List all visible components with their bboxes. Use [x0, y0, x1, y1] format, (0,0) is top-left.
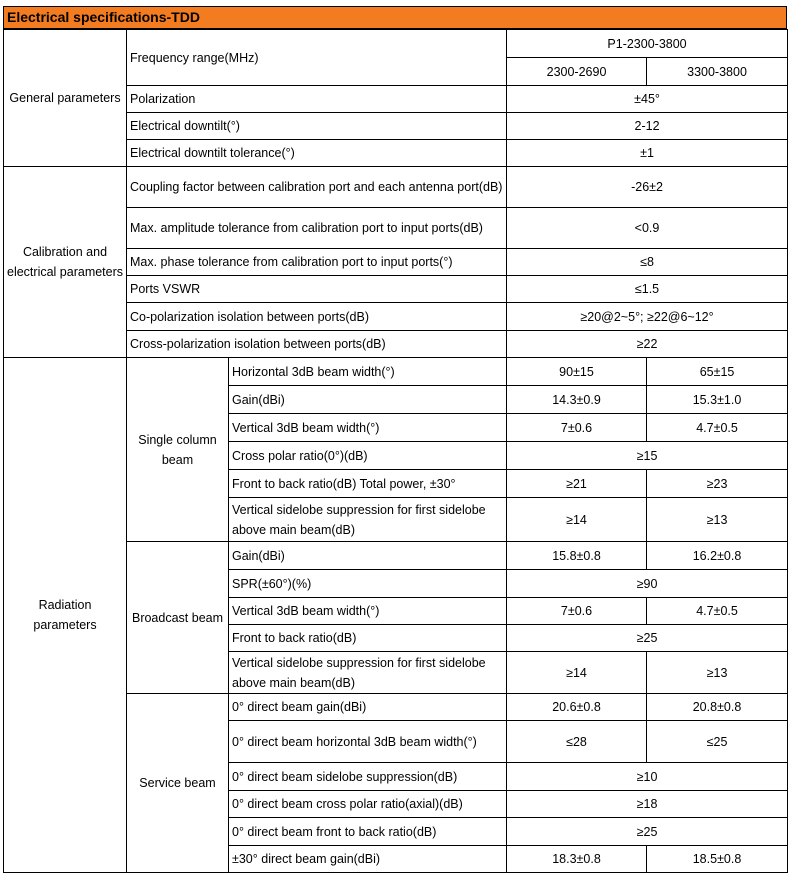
value-cell: 15.3±1.0 [647, 386, 788, 414]
value-cell: ≥14 [507, 652, 647, 694]
value-cell: 18.3±0.8 [507, 846, 647, 873]
param-cell: 0° direct beam sidelobe suppression(dB) [229, 763, 507, 791]
param-cell: Ports VSWR [127, 276, 507, 303]
spec-table [3, 29, 788, 873]
value-cell: 4.7±0.5 [647, 414, 788, 442]
param-cell: Vertical 3dB beam width(°) [229, 598, 507, 625]
value-cell: 14.3±0.9 [507, 386, 647, 414]
value-cell: ≥13 [647, 498, 788, 542]
band-header-1: 2300-2690 [507, 58, 647, 86]
value-cell: ≥90 [507, 570, 788, 598]
param-cell: Electrical downtilt tolerance(°) [127, 140, 507, 167]
subgroup-label-broadcast: Broadcast beam [127, 542, 229, 694]
param-cell: Electrical downtilt(°) [127, 113, 507, 140]
param-cell: ±30° direct beam gain(dBi) [229, 846, 507, 873]
value-cell: ≤1.5 [507, 276, 788, 303]
value-cell: 15.8±0.8 [507, 542, 647, 570]
param-cell: Max. phase tolerance from calibration port to input ports(°) [127, 249, 507, 276]
spec-sheet [3, 6, 787, 873]
group-label-radiation: Radiation parameters [4, 358, 127, 873]
value-cell: ≤8 [507, 249, 788, 276]
value-cell: ≥20@2~5°; ≥22@6~12° [507, 303, 788, 331]
value-cell: ≥23 [647, 470, 788, 498]
value-cell: 16.2±0.8 [647, 542, 788, 570]
group-label-general: General parameters [4, 30, 127, 167]
value-cell: ≤25 [647, 721, 788, 763]
param-cell: Frequency range(MHz) [127, 30, 507, 86]
subgroup-label-service: Service beam [127, 694, 229, 873]
value-cell: 7±0.6 [507, 598, 647, 625]
value-cell: ±1 [507, 140, 788, 167]
value-cell: ≥21 [507, 470, 647, 498]
param-cell: Vertical sidelobe suppression for first sidelobe above main beam(dB) [229, 498, 507, 542]
param-cell: Cross-polarization isolation between ports(dB) [127, 331, 507, 358]
param-cell: Horizontal 3dB beam width(°) [229, 358, 507, 386]
param-cell: 0° direct beam front to back ratio(dB) [229, 818, 507, 846]
param-cell: Polarization [127, 86, 507, 113]
param-cell: 0° direct beam cross polar ratio(axial)(dB) [229, 791, 507, 818]
table-row [4, 167, 788, 208]
value-cell: -26±2 [507, 167, 788, 208]
value-cell: ≥10 [507, 763, 788, 791]
section-title: Electrical specifications-TDD [3, 6, 787, 29]
value-cell: <0.9 [507, 208, 788, 249]
value-cell: 65±15 [647, 358, 788, 386]
value-cell: 2-12 [507, 113, 788, 140]
value-cell: 18.5±0.8 [647, 846, 788, 873]
param-cell: Vertical sidelobe suppression for first sidelobe above main beam(dB) [229, 652, 507, 694]
value-cell: ≤28 [507, 721, 647, 763]
band-header-2: 3300-3800 [647, 58, 788, 86]
param-cell: 0° direct beam gain(dBi) [229, 694, 507, 721]
param-cell: Front to back ratio(dB) [229, 625, 507, 652]
value-cell: 20.6±0.8 [507, 694, 647, 721]
table-row [4, 30, 788, 58]
value-cell: ≥22 [507, 331, 788, 358]
value-cell: ≥25 [507, 625, 788, 652]
value-cell: ≥13 [647, 652, 788, 694]
param-cell: 0° direct beam horizontal 3dB beam width(°) [229, 721, 507, 763]
value-cell: ≥15 [507, 442, 788, 470]
value-cell: 7±0.6 [507, 414, 647, 442]
param-cell: Coupling factor between calibration port and each antenna port(dB) [127, 167, 507, 208]
value-cell: ≥18 [507, 791, 788, 818]
model-header: P1-2300-3800 [507, 30, 788, 58]
param-cell: Co-polarization isolation between ports(dB) [127, 303, 507, 331]
param-cell: Gain(dBi) [229, 542, 507, 570]
value-cell: ≥25 [507, 818, 788, 846]
param-cell: Gain(dBi) [229, 386, 507, 414]
value-cell: 20.8±0.8 [647, 694, 788, 721]
group-label-calibration: Calibration and electrical parameters [4, 167, 127, 358]
value-cell: 90±15 [507, 358, 647, 386]
value-cell: 4.7±0.5 [647, 598, 788, 625]
param-cell: SPR(±60°)(%) [229, 570, 507, 598]
value-cell: ±45° [507, 86, 788, 113]
param-cell: Cross polar ratio(0°)(dB) [229, 442, 507, 470]
param-cell: Max. amplitude tolerance from calibration port to input ports(dB) [127, 208, 507, 249]
param-cell: Vertical 3dB beam width(°) [229, 414, 507, 442]
param-cell: Front to back ratio(dB) Total power, ±30° [229, 470, 507, 498]
subgroup-label-single: Single column beam [127, 358, 229, 542]
value-cell: ≥14 [507, 498, 647, 542]
table-row [4, 358, 788, 386]
